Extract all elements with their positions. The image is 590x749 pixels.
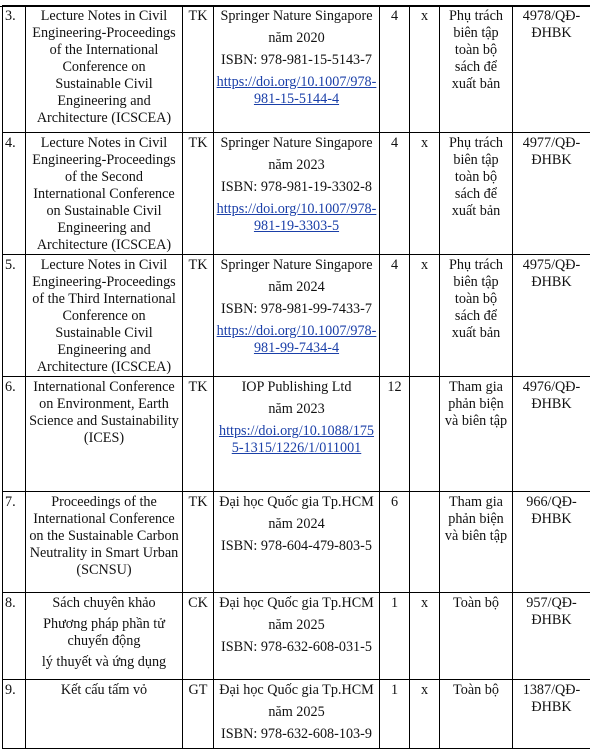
row-number: 9. — [3, 680, 26, 749]
publisher-line: Đại học Quốc gia Tp.HCM — [219, 682, 374, 698]
table-row — [3, 492, 590, 593]
row-number: 7. — [3, 492, 26, 593]
title-line: Proceedings of the International Conference on the Sustainable Carbon Neutrality in Smart Urban (SCNSU) — [29, 494, 179, 578]
sole-editor-mark — [410, 492, 440, 593]
decision-number: 4977/QĐ-ĐHBK — [513, 133, 590, 255]
contribution-role: Tham gia phản biện và biên tập — [440, 492, 513, 593]
publisher-info — [214, 593, 380, 680]
publication-type: TK — [183, 6, 214, 133]
row-number: 6. — [3, 377, 26, 492]
decision-number: 957/QĐ-ĐHBK — [513, 593, 590, 680]
doi-link[interactable]: https://doi.org/10.1007/978-981-19-3303-5 — [216, 201, 377, 234]
contribution-role: Phụ trách biên tập toàn bộ sách để xuất bản — [440, 255, 513, 377]
publisher-line: IOP Publishing Ltd — [241, 379, 352, 395]
row-number: 3. — [3, 6, 26, 133]
sole-editor-mark: x — [410, 133, 440, 255]
author-count: 4 — [380, 133, 410, 255]
publication-type: TK — [183, 492, 214, 593]
publisher-line: Springer Nature Singapore — [220, 8, 373, 24]
publisher-line: Springer Nature Singapore — [220, 135, 373, 151]
sole-editor-mark: x — [410, 593, 440, 680]
doi-link[interactable]: https://doi.org/10.1007/978-981-99-7434-4 — [216, 323, 377, 356]
author-count: 6 — [380, 492, 410, 593]
title-line: Phương pháp phần tử chuyển động — [43, 616, 165, 649]
publication-type: GT — [183, 680, 214, 749]
decision-number: 1387/QĐ-ĐHBK — [513, 680, 590, 749]
publisher-line: ISBN: 978-632-608-031-5 — [221, 639, 372, 655]
publication-type: CK — [183, 593, 214, 680]
decision-number: 4975/QĐ-ĐHBK — [513, 255, 590, 377]
publication-title — [26, 377, 183, 492]
sole-editor-mark: x — [410, 255, 440, 377]
contribution-role: Toàn bộ — [440, 593, 513, 680]
publisher-line: ISBN: 978-632-608-103-9 — [221, 726, 372, 742]
publisher-line: năm 2025 — [268, 704, 325, 720]
row-number: 8. — [3, 593, 26, 680]
decision-number: 966/QĐ-ĐHBK — [513, 492, 590, 593]
publisher-info — [214, 377, 380, 492]
publication-title — [26, 492, 183, 593]
row-number: 4. — [3, 133, 26, 255]
doi-link[interactable]: https://doi.org/10.1007/978-981-15-5144-4 — [216, 74, 377, 107]
publisher-line: năm 2023 — [268, 401, 325, 417]
title-line: International Conference on Environment, Earth Science and Sustainability (ICES) — [29, 379, 179, 446]
contribution-role: Phụ trách biên tập toàn bộ sách để xuất bản — [440, 6, 513, 133]
contribution-role: Tham gia phản biện và biên tập — [440, 377, 513, 492]
table-row — [3, 6, 590, 133]
publisher-line: Đại học Quốc gia Tp.HCM — [219, 494, 374, 510]
publisher-line: năm 2025 — [268, 617, 325, 633]
table-row — [3, 593, 590, 680]
publisher-line: năm 2024 — [268, 516, 325, 532]
publisher-line: năm 2023 — [268, 157, 325, 173]
contribution-role: Phụ trách biên tập toàn bộ sách để xuất bản — [440, 133, 513, 255]
title-line: lý thuyết và ứng dụng — [41, 654, 167, 670]
sole-editor-mark: x — [410, 6, 440, 133]
sole-editor-mark: x — [410, 680, 440, 749]
publisher-info — [214, 133, 380, 255]
table-row — [3, 680, 590, 749]
publisher-line: Đại học Quốc gia Tp.HCM — [219, 595, 374, 611]
publication-type: TK — [183, 255, 214, 377]
publisher-line: năm 2024 — [268, 279, 325, 295]
title-line: Lecture Notes in Civil Engineering-Proceedings of the International Conference on Sustainable Civil Engineering and Architecture (ICSCEA) — [32, 8, 176, 126]
publication-title — [26, 593, 183, 680]
publications-table — [2, 5, 590, 749]
title-line: Lecture Notes in Civil Engineering-Proceedings of the Third International Conference on Sustainable Civil Engineering and Architecture (ICSCEA) — [32, 257, 176, 375]
publisher-line: ISBN: 978-604-479-803-5 — [221, 538, 372, 554]
decision-number: 4976/QĐ-ĐHBK — [513, 377, 590, 492]
table-row — [3, 255, 590, 377]
author-count: 4 — [380, 255, 410, 377]
publication-type: TK — [183, 133, 214, 255]
publication-title — [26, 680, 183, 749]
decision-number: 4978/QĐ-ĐHBK — [513, 6, 590, 133]
title-line: Sách chuyên khảo — [52, 595, 156, 611]
author-count: 1 — [380, 680, 410, 749]
table-row — [3, 133, 590, 255]
publisher-line: ISBN: 978-981-99-7433-7 — [221, 301, 372, 317]
publisher-info — [214, 255, 380, 377]
table-body — [3, 6, 590, 749]
author-count: 1 — [380, 593, 410, 680]
contribution-role: Toàn bộ — [440, 680, 513, 749]
doi-link[interactable]: https://doi.org/10.1088/1755-1315/1226/1/011001 — [218, 423, 375, 456]
publisher-line: năm 2020 — [268, 30, 325, 46]
publisher-info — [214, 680, 380, 749]
publisher-line: ISBN: 978-981-15-5143-7 — [221, 52, 372, 68]
sole-editor-mark — [410, 377, 440, 492]
author-count: 12 — [380, 377, 410, 492]
table-row — [3, 377, 590, 492]
author-count: 4 — [380, 6, 410, 133]
row-number: 5. — [3, 255, 26, 377]
publication-title — [26, 133, 183, 255]
publisher-line: Springer Nature Singapore — [220, 257, 373, 273]
publication-type: TK — [183, 377, 214, 492]
publisher-info — [214, 6, 380, 133]
publication-title — [26, 255, 183, 377]
title-line: Kết cấu tấm vỏ — [60, 682, 148, 698]
title-line: Lecture Notes in Civil Engineering-Proceedings of the Second International Conference on Sustainable Civil Engineering and Architecture (ICSCEA) — [32, 135, 176, 253]
publisher-line: ISBN: 978-981-19-3302-8 — [221, 179, 372, 195]
publication-title — [26, 6, 183, 133]
publisher-info — [214, 492, 380, 593]
